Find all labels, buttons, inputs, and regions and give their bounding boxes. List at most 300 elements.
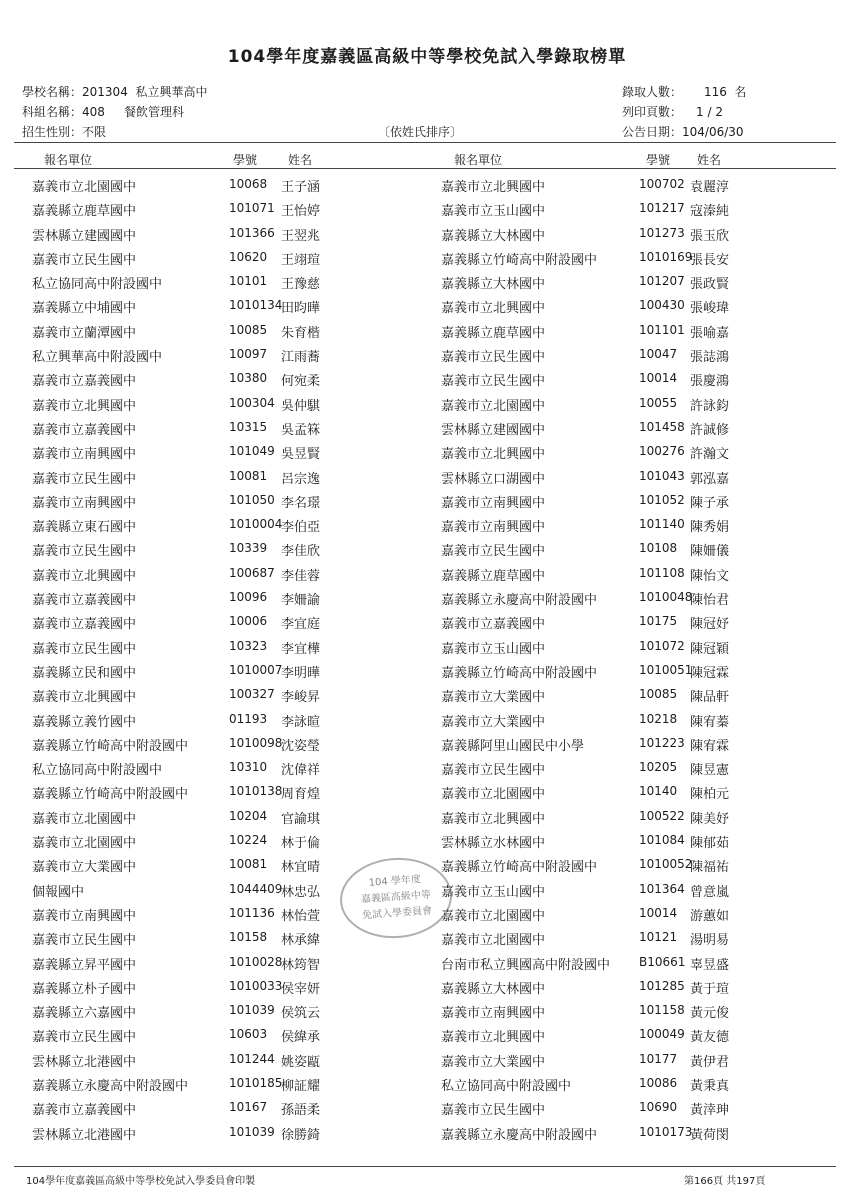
student-name-left: 吳孟箖 [281,422,321,438]
student-name-right: 陳冠穎 [690,641,730,657]
student-id-right: 101223 [639,735,685,750]
unit-left: 嘉義縣立義竹國中 [32,714,137,730]
student-name-right: 陳姍儀 [690,544,730,560]
unit-right: 嘉義縣立竹崎高中附設國中 [441,860,598,876]
unit-right: 雲林縣立水林國中 [441,836,546,852]
unit-left: 嘉義市立民生國中 [32,544,137,560]
unit-right: 嘉義縣立大林國中 [441,228,546,244]
table-row [0,828,854,852]
student-name-right: 許詠鈞 [690,398,730,414]
table-row [0,1095,854,1119]
student-id-right: 1010052 [639,857,693,872]
unit-left: 嘉義市立大業國中 [32,860,137,876]
unit-left: 嘉義縣立竹崎高中附設國中 [32,787,189,803]
student-name-left: 李詠暄 [281,714,321,730]
unit-left: 嘉義縣立六嘉國中 [32,1006,137,1022]
unit-left: 嘉義市立南興國中 [32,495,137,511]
student-id-right: 101458 [639,419,685,434]
unit-left: 嘉義市立北興國中 [32,690,137,706]
student-id-right: 101101 [639,322,685,337]
student-id-right: 10175 [639,614,678,629]
student-id-left: 1010098 [229,735,283,750]
student-name-left: 吳昱賢 [281,447,321,463]
student-name-left: 呂宗逸 [281,471,321,487]
col-header-unit-left: 報名單位 [44,153,93,167]
unit-left: 嘉義市立北園國中 [32,180,137,195]
admitted-label: 錄取人數： [622,85,683,99]
unit-right: 嘉義市立北興國中 [441,180,546,195]
student-name-right: 黃荷閔 [690,1127,730,1143]
unit-left: 嘉義縣立昇平國中 [32,957,137,973]
student-id-right: 10047 [639,347,678,362]
student-name-right: 曾意嵐 [690,884,730,900]
student-id-left: 10081 [229,857,268,872]
student-name-left: 柳証耀 [281,1078,321,1094]
unit-right: 私立協同高中附設國中 [441,1078,572,1094]
student-id-right: 10055 [639,395,678,410]
unit-left: 嘉義市立民生國中 [32,471,137,487]
table-row [0,974,854,998]
student-name-left: 王翊瑄 [281,252,321,268]
student-name-left: 官諭琪 [281,811,321,827]
unit-right: 嘉義市立南興國中 [441,520,546,536]
unit-left: 嘉義市立民生國中 [32,1030,137,1046]
unit-right: 雲林縣立建國國中 [441,422,546,438]
student-name-right: 陳福祐 [690,860,730,876]
unit-left: 嘉義縣立竹崎高中附設國中 [32,738,189,754]
student-id-left: 10068 [229,177,268,191]
unit-left: 嘉義市立嘉義國中 [32,374,137,390]
unit-right: 嘉義縣立永慶高中附設國中 [441,1127,598,1143]
student-id-left: 1010138 [229,784,283,799]
student-name-right: 陳怡文 [690,568,730,584]
table-row [0,512,854,536]
unit-left: 嘉義市立北園國中 [32,836,137,852]
student-id-right: 10140 [639,784,678,799]
student-name-right: 張喻嘉 [690,325,730,341]
student-name-right: 陳昱憲 [690,763,730,779]
student-id-right: 101273 [639,225,685,240]
student-name-right: 張政賢 [690,277,730,293]
student-id-right: 101072 [639,638,685,653]
footer-left: 104學年度嘉義區高級中等學校免試入學委員會印製 [26,1176,256,1187]
unit-right: 雲林縣立口湖國中 [441,471,546,487]
student-id-right: 101108 [639,565,685,580]
unit-right: 嘉義市立玉山國中 [441,884,546,900]
unit-right: 嘉義市立民生國中 [441,350,546,366]
unit-right: 嘉義縣立竹崎高中附設國中 [441,665,598,681]
student-id-left: 10315 [229,419,268,434]
student-id-left: 1010134 [229,298,283,313]
table-row [0,221,854,245]
student-id-left: 10096 [229,590,268,605]
student-name-right: 黃涬珅 [690,1103,730,1119]
student-name-right: 辜昱盛 [690,957,730,973]
unit-right: 嘉義市立北園國中 [441,908,546,924]
table-row [0,707,854,731]
unit-left: 嘉義縣立民和國中 [32,665,137,681]
student-id-right: 1010048 [639,590,693,605]
student-name-left: 林宜晴 [281,860,321,876]
school-label: 學校名稱： [22,85,83,99]
unit-left: 嘉義縣立朴子國中 [32,981,137,997]
student-id-left: 101039 [229,1003,275,1018]
student-id-right: 101285 [639,978,685,993]
student-id-right: 101207 [639,274,685,289]
student-name-right: 黃元俊 [690,1006,730,1022]
student-name-left: 王豫慈 [281,277,321,293]
student-id-right: 10014 [639,371,678,386]
student-name-right: 張玉欣 [690,228,730,244]
table-row [0,755,854,779]
unit-right: 嘉義縣立竹崎高中附設國中 [441,252,598,268]
student-id-left: 01193 [229,711,268,726]
student-name-left: 李名璟 [281,495,321,511]
dept-value: 408 餐飲管理科 [82,105,184,119]
unit-right: 嘉義縣立永慶高中附設國中 [441,593,598,609]
student-name-right: 游蕙如 [690,908,730,924]
unit-left: 嘉義市立嘉義國中 [32,593,137,609]
student-name-left: 王怡婷 [281,204,321,220]
student-name-right: 陳宥霖 [690,738,730,754]
student-id-right: 10014 [639,905,678,920]
student-id-right: 10085 [639,687,678,702]
student-name-right: 陳品軒 [690,690,730,706]
student-name-left: 王子涵 [281,180,321,195]
student-id-right: 101084 [639,833,685,848]
student-id-right: 101043 [639,468,685,483]
student-name-right: 陳冠霖 [690,665,730,681]
unit-left: 私立協同高中附設國中 [32,763,163,779]
table-row [0,804,854,828]
table-row [0,536,854,560]
student-name-right: 張誌鴻 [690,350,730,366]
table-row [0,439,854,463]
unit-left: 嘉義市立民生國中 [32,641,137,657]
unit-right: 嘉義縣立鹿草國中 [441,568,546,584]
student-name-left: 朱育楷 [281,325,321,341]
page-count-info [622,103,723,120]
unit-right: 嘉義市立玉山國中 [441,204,546,220]
footer-divider [14,1166,836,1167]
student-name-left: 李姍諭 [281,593,321,609]
student-id-left: 10603 [229,1027,268,1042]
unit-left: 嘉義市立北興國中 [32,398,137,414]
student-id-left: 10339 [229,541,268,556]
student-id-left: 101136 [229,905,275,920]
student-id-right: 10086 [639,1075,678,1090]
table-row [0,585,854,609]
student-id-left: 1044409 [229,881,283,896]
student-name-right: 張峻瑋 [690,301,730,317]
student-name-right: 陳宥蓁 [690,714,730,730]
student-id-left: 1010028 [229,954,283,969]
unit-left: 嘉義縣立鹿草國中 [32,204,137,220]
student-name-left: 田昀曄 [281,301,321,317]
student-name-left: 何宛柔 [281,374,321,390]
unit-left: 嘉義縣立永慶高中附設國中 [32,1078,189,1094]
unit-right: 嘉義市立民生國中 [441,544,546,560]
table-row [0,950,854,974]
admission-list [0,172,854,1144]
unit-left: 嘉義市立嘉義國中 [32,1103,137,1119]
table-row [0,269,854,293]
student-id-left: 1010033 [229,978,283,993]
student-id-left: 10006 [229,614,268,629]
col-header-name-right: 姓名 [697,153,722,167]
student-name-left: 林筠智 [281,957,321,973]
table-row [0,172,854,196]
student-name-right: 許瀚文 [690,447,730,463]
student-name-right: 黃友德 [690,1030,730,1046]
student-id-left: 101244 [229,1051,275,1066]
student-name-left: 林承緯 [281,933,321,949]
student-id-right: 10121 [639,930,678,945]
unit-left: 私立興華高中附設國中 [32,350,163,366]
table-row [0,1120,854,1144]
table-row [0,415,854,439]
unit-right: 嘉義市立大業國中 [441,1054,546,1070]
unit-left: 雲林縣立北港國中 [32,1127,137,1143]
student-id-right: 10108 [639,541,678,556]
unit-left: 嘉義市立北園國中 [32,811,137,827]
table-row [0,1022,854,1046]
student-id-left: 100327 [229,687,275,702]
table-row [0,779,854,803]
col-header-id-right: 學號 [646,153,671,167]
student-name-left: 沈姿瑩 [281,738,321,754]
unit-right: 嘉義縣立大林國中 [441,277,546,293]
page-count-value: 1 / 2 [696,105,723,119]
student-name-left: 侯緯承 [281,1030,321,1046]
student-id-right: 1010051 [639,662,693,677]
student-name-left: 李明曄 [281,665,321,681]
sort-note: 〔依姓氏排序〕 [378,125,463,139]
table-row [0,488,854,512]
dept-info [22,103,184,120]
student-id-right: 10690 [639,1100,678,1115]
stamp-line-3: 免試入學委員會 [361,905,433,922]
student-name-left: 姚姿甌 [281,1054,321,1070]
student-name-left: 李佳蓉 [281,568,321,584]
student-id-right: 101140 [639,517,685,532]
student-name-right: 陳柏元 [690,787,730,803]
student-id-right: 101217 [639,201,685,216]
table-row [0,1047,854,1071]
student-name-left: 侯宰妍 [281,981,321,997]
student-id-right: 10177 [639,1051,678,1066]
admitted-info [622,83,747,100]
student-id-right: 101158 [639,1003,685,1018]
table-row [0,464,854,488]
page-count-label: 列印頁數： [622,105,683,119]
table-row [0,245,854,269]
table-row [0,658,854,682]
announce-label: 公告日期： [622,125,683,139]
unit-left: 嘉義市立民生國中 [32,252,137,268]
student-id-left: 10323 [229,638,268,653]
gender-info [22,123,106,140]
unit-left: 嘉義縣立中埔國中 [32,301,137,317]
student-name-right: 黃秉真 [690,1078,730,1094]
unit-left: 嘉義市立蘭潭國中 [32,325,137,341]
unit-right: 嘉義市立民生國中 [441,374,546,390]
student-id-right: 100522 [639,808,685,823]
gender-label: 招生性別： [22,125,83,139]
student-name-left: 林忠弘 [281,884,321,900]
student-id-right: 100702 [639,177,685,191]
table-row [0,682,854,706]
student-name-left: 吳仲騏 [281,398,321,414]
student-id-left: 1010185 [229,1075,283,1090]
student-id-left: 10081 [229,468,268,483]
stamp-line-1: 104 學年度 [368,874,422,889]
student-name-right: 張慶鴻 [690,374,730,390]
unit-left: 私立協同高中附設國中 [32,277,163,293]
table-row [0,342,854,366]
student-id-right: 101364 [639,881,685,896]
student-name-right: 袁麗淳 [690,180,730,195]
student-name-left: 徐勝錡 [281,1127,321,1143]
unit-left: 嘉義市立北興國中 [32,568,137,584]
student-id-left: 10101 [229,274,268,289]
unit-right: 嘉義市立北興國中 [441,301,546,317]
dept-label: 科組名稱： [22,105,83,119]
student-name-right: 湯明易 [690,933,730,949]
unit-right: 嘉義市立南興國中 [441,1006,546,1022]
unit-left: 雲林縣立建國國中 [32,228,137,244]
table-row [0,1071,854,1095]
unit-right: 嘉義市立嘉義國中 [441,617,546,633]
student-id-left: 101366 [229,225,275,240]
unit-right: 嘉義市立北興國中 [441,447,546,463]
unit-right: 嘉義縣立大林國中 [441,981,546,997]
unit-right: 嘉義縣立鹿草國中 [441,325,546,341]
student-id-left: 10167 [229,1100,268,1115]
unit-right: 嘉義縣阿里山國民中小學 [441,738,585,754]
table-row [0,391,854,415]
announce-value: 104/06/30 [682,125,744,139]
announce-info [622,123,744,140]
student-id-right: 10205 [639,760,678,775]
unit-left: 嘉義市立嘉義國中 [32,422,137,438]
page-title: 104學年度嘉義區高級中等學校免試入學錄取榜單 [227,47,627,67]
unit-right: 嘉義市立北園國中 [441,398,546,414]
admitted-value: 116 名 [704,85,747,99]
student-id-left: 10224 [229,833,268,848]
student-id-left: 100304 [229,395,275,410]
unit-left: 嘉義縣立東石國中 [32,520,137,536]
student-name-left: 沈偉祥 [281,763,321,779]
footer-page-number: 第166頁 共197頁 [684,1176,766,1187]
col-header-unit-right: 報名單位 [454,153,503,167]
table-row [0,196,854,220]
student-name-left: 李峻昇 [281,690,321,706]
unit-right: 嘉義市立北園國中 [441,933,546,949]
student-name-left: 李佳欣 [281,544,321,560]
unit-left: 嘉義市立南興國中 [32,447,137,463]
student-name-right: 郭泓嘉 [690,471,730,487]
student-name-left: 李宜樺 [281,641,321,657]
student-name-right: 陳秀娟 [690,520,730,536]
student-id-left: 10158 [229,930,268,945]
student-id-right: 1010173 [639,1124,693,1139]
table-row [0,366,854,390]
student-name-left: 孫語柔 [281,1103,321,1119]
student-id-left: 10620 [229,249,268,264]
unit-right: 嘉義市立民生國中 [441,1103,546,1119]
table-row [0,998,854,1022]
student-id-right: 100276 [639,444,685,459]
student-id-left: 10204 [229,808,268,823]
unit-left: 雲林縣立北港國中 [32,1054,137,1070]
header-divider [14,142,836,143]
student-name-right: 張長安 [690,252,730,268]
student-name-left: 林于倫 [281,836,321,852]
student-name-left: 王翌兆 [281,228,321,244]
student-name-right: 陳郁茹 [690,836,730,852]
unit-left: 嘉義市立南興國中 [32,908,137,924]
student-name-left: 李宜庭 [281,617,321,633]
unit-right: 嘉義市立大業國中 [441,690,546,706]
student-name-left: 周育煌 [281,787,321,803]
student-id-right: 100430 [639,298,685,313]
student-name-right: 黃于瑄 [690,981,730,997]
student-name-right: 陳美妤 [690,811,730,827]
table-row [0,318,854,342]
table-row [0,634,854,658]
column-header-divider [14,168,836,169]
unit-left: 嘉義市立嘉義國中 [32,617,137,633]
unit-right: 嘉義市立民生國中 [441,763,546,779]
student-id-right: 10218 [639,711,678,726]
table-row [0,293,854,317]
unit-right: 嘉義市立大業國中 [441,714,546,730]
student-id-right: 1010169 [639,249,693,264]
student-id-left: 101071 [229,201,275,216]
student-name-right: 陳怡君 [690,593,730,609]
student-name-left: 林怡萱 [281,908,321,924]
unit-right: 嘉義市立北園國中 [441,787,546,803]
student-name-right: 陳子承 [690,495,730,511]
student-id-left: 10310 [229,760,268,775]
student-id-left: 1010007 [229,662,283,677]
student-name-left: 侯筑云 [281,1006,321,1022]
student-id-left: 10085 [229,322,268,337]
unit-left: 嘉義市立民生國中 [32,933,137,949]
student-name-right: 陳冠妤 [690,617,730,633]
stamp-line-2: 嘉義區高級中等 [360,889,432,906]
student-id-right: 101052 [639,492,685,507]
student-name-left: 李伯亞 [281,520,321,536]
student-id-left: 100687 [229,565,275,580]
unit-right: 嘉義市立北興國中 [441,811,546,827]
gender-value: 不限 [82,125,107,139]
unit-right: 嘉義市立南興國中 [441,495,546,511]
col-header-id-left: 學號 [233,153,258,167]
school-info [22,83,207,100]
student-id-left: 10380 [229,371,268,386]
student-name-right: 許誠修 [690,422,730,438]
student-id-right: B10661 [639,954,686,969]
school-value: 201304 私立興華高中 [82,85,208,99]
table-row [0,731,854,755]
student-name-right: 寇溱純 [690,204,730,220]
student-id-left: 101049 [229,444,275,459]
col-header-name-left: 姓名 [288,153,313,167]
student-id-left: 10097 [229,347,268,362]
student-name-left: 江雨蕎 [281,350,321,366]
